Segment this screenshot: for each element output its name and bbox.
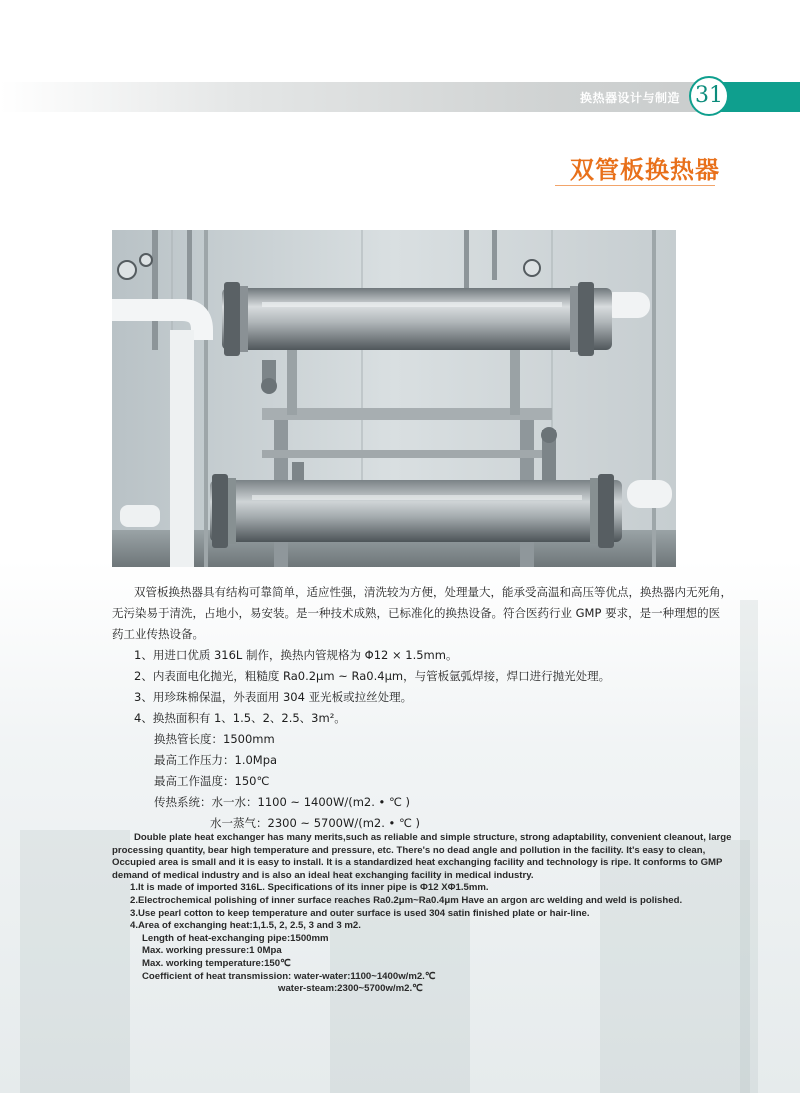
header-accent-block (718, 82, 800, 112)
background-pipe-right (740, 600, 758, 1093)
en-list-item: 1.It is made of imported 316L. Specifications of its inner pipe is Φ12 XΦ1.5mm. (130, 882, 489, 894)
en-spec-temp: Max. working temperature:150℃ (142, 957, 291, 969)
cn-spec-pressure: 最高工作压力：1.0Mpa (154, 753, 278, 767)
heat-exchanger-photo (112, 230, 676, 567)
en-list-item: 3.Use pearl cotton to keep temperature and outer surface is used 304 satin finished plate or hair-line. (130, 907, 590, 919)
title-underline (555, 185, 715, 186)
en-list-item: 4.Area of exchanging heat:1,1.5, 2, 2.5, 3 and 3 m2. (130, 920, 361, 932)
english-description (112, 832, 732, 996)
page-title: 双管板换热器 (570, 156, 720, 184)
en-intro-line: demand of medical industry and is also an ideal heat exchanging facility in medical industry. (112, 869, 534, 881)
cn-intro-line: 无污染易于清洗，占地小，易安装。是一种技术成熟，已标准化的换热设备。符合医药行业 GMP 要求，是一种理想的医 (112, 606, 721, 620)
heat-exchanger-photo-illustration (112, 230, 676, 567)
cn-list-item: 2、内表面电化抛光，粗糙度 Ra0.2μm ~ Ra0.4μm，与管板氩弧焊接，焊口进行抛光处理。 (134, 669, 611, 683)
en-list-item: 2.Electrochemical polishing of inner surface reaches Ra0.2μm~Ra0.4μm Have an argon arc welding and weld is polished. (130, 894, 683, 906)
en-intro-line: processing quantity, bear high temperature and pressure, etc. There's no dead angle and pollution in the facility. It's easy to clean, (112, 844, 706, 856)
cn-intro-line: 双管板换热器具有结构可靠简单，适应性强，清洗较为方便，处理量大，能承受高温和高压等优点，换热器内无死角， (134, 585, 732, 599)
cn-intro-line: 药工业传热设备。 (112, 627, 204, 641)
header-bar (0, 82, 800, 112)
section-title: 换热器设计与制造 (579, 91, 680, 105)
en-spec-length: Length of heat-exchanging pipe:1500mm (142, 932, 329, 944)
en-spec-pressure: Max. working pressure:1 0Mpa (142, 945, 282, 957)
cn-list-item: 3、用珍珠棉保温，外表面用 304 亚光板或拉丝处理。 (134, 690, 413, 704)
en-spec-transfer: Coefficient of heat transmission: water-water:1100~1400w/m2.℃ (142, 970, 436, 982)
page-number: 31 (689, 76, 729, 116)
cn-list-item: 4、换热面积有 1、1.5、2、2.5、3m²。 (134, 711, 346, 725)
cn-spec-transfer: 水一蒸气：2300 ~ 5700W/(m2. • ℃ ) (210, 816, 421, 830)
cn-list-item: 1、用进口优质 316L 制作，换热内管规格为 Φ12 × 1.5mm。 (134, 648, 458, 662)
chinese-description (112, 582, 732, 834)
cn-spec-transfer: 传热系统：水一水：1100 ~ 1400W/(m2. • ℃ ) (154, 795, 411, 809)
cn-spec-temp: 最高工作温度：150℃ (154, 774, 270, 788)
en-intro-line: Double plate heat exchanger has many merits,such as reliable and simple structure, strong adaptability, convenient cleanout, large (134, 832, 732, 843)
en-intro-line: Occupied area is small and it is easy to install. It is a standardized heat exchanging facility and technology is ripe. It conforms to GMP (112, 857, 723, 869)
cn-spec-length: 换热管长度：1500mm (154, 732, 275, 746)
en-spec-transfer: water-steam:2300~5700w/m2.℃ (278, 983, 423, 995)
